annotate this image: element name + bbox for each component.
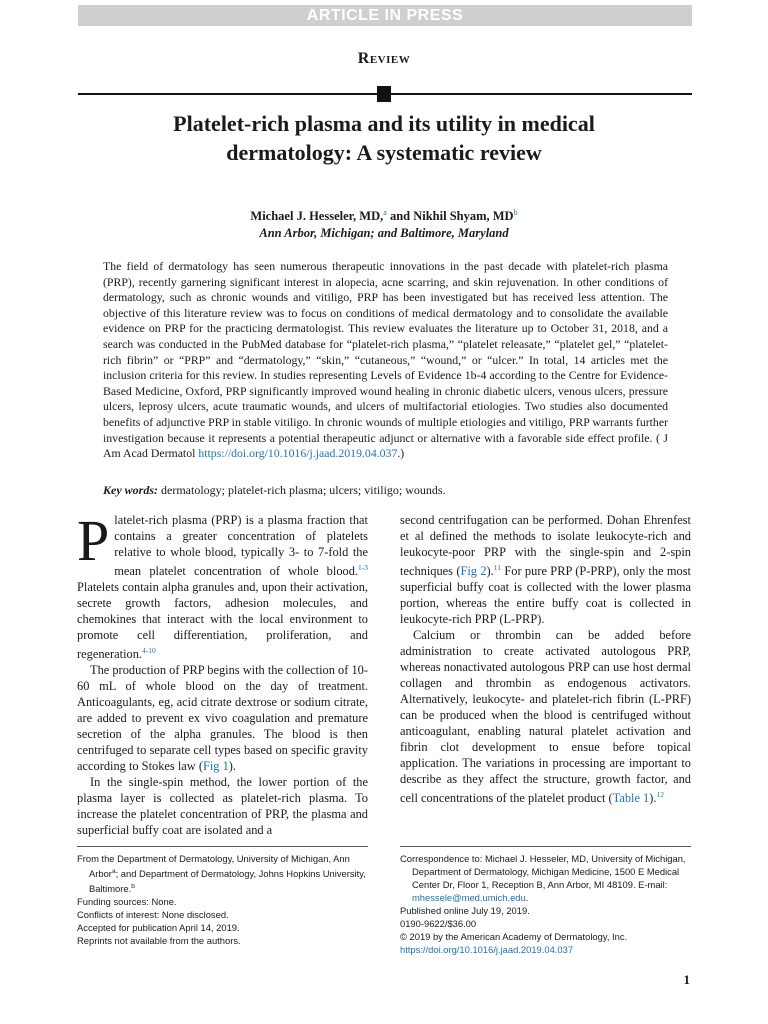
body-column-right bbox=[400, 512, 691, 806]
footnote-text: ; and Department of Dermatology, Johns Hopkins University, Baltimore. bbox=[89, 868, 366, 895]
footnote-copyright: © 2019 by the American Academy of Dermatology, Inc. bbox=[400, 931, 628, 942]
footnote-funding: Funding sources: None. bbox=[77, 896, 177, 908]
paragraph-text: ). bbox=[486, 564, 494, 579]
paragraph-text: latelet-rich plasma (PRP) is a plasma fraction that contains a greater concentration of platelets relative to whole blood, typically 3- to 7-fold the mean platelet concentration of whole blood. bbox=[114, 513, 368, 579]
body-column-left bbox=[77, 508, 368, 838]
body-paragraph bbox=[400, 627, 691, 806]
footnote-affiliation bbox=[77, 852, 368, 895]
affiliation-ref: a bbox=[111, 868, 116, 875]
author-connector: and bbox=[386, 209, 414, 224]
abstract-doi-link[interactable]: https://doi.org/10.1016/j.jaad.2019.04.037 bbox=[198, 446, 398, 461]
page-number: 1 bbox=[683, 972, 690, 987]
body-paragraph bbox=[77, 508, 368, 662]
keywords-label: Key words: bbox=[103, 483, 158, 497]
email-link[interactable]: mhessele@med.umich.edu bbox=[412, 892, 526, 903]
affiliation-ref[interactable]: b bbox=[513, 208, 518, 217]
article-title: Platelet-rich plasma and its utility in medical dermatology: A systematic review bbox=[173, 111, 595, 165]
footnote-text: From the Department of Dermatology, University of Michigan, Ann Arbor bbox=[77, 853, 350, 880]
footnote-doi bbox=[400, 943, 691, 956]
footnote-correspondence bbox=[400, 852, 691, 904]
footnotes-left bbox=[77, 852, 368, 947]
footnote-reprints: Reprints not available from the authors. bbox=[77, 935, 241, 947]
footnote-text: Correspondence to: Michael J. Hesseler, MD, University of Michigan, Department of Dermatology, Michigan Medicine, 1500 E Medical Center Dr, Floor 1, Reception B, Ann Arbor, MI 48109. E-mail: bbox=[400, 853, 686, 890]
footnote-accepted: Accepted for publication April 14, 2019. bbox=[77, 922, 240, 934]
figure-ref[interactable]: Fig 2 bbox=[460, 564, 487, 579]
paragraph-text: Platelets contain alpha granules and, upon their activation, secrete growth factors, adhesion molecules, and chemokines that interact with the local environment to promote cell differentiation, proliferation, and regeneration. bbox=[77, 580, 368, 662]
figure-ref[interactable]: Fig 1 bbox=[202, 759, 229, 774]
citation-ref[interactable]: 11 bbox=[493, 563, 502, 572]
footnote-conflicts: Conflicts of interest: None disclosed. bbox=[77, 909, 229, 921]
footnote-text: . bbox=[525, 892, 529, 903]
doi-link[interactable]: https://doi.org/10.1016/j.jaad.2019.04.037 bbox=[400, 944, 574, 955]
keywords-text: dermatology; platelet-rich plasma; ulcers; vitiligo; wounds. bbox=[158, 483, 446, 497]
keywords bbox=[103, 483, 668, 498]
header-rule-marker bbox=[377, 86, 391, 102]
citation-ref[interactable]: 1-3 bbox=[358, 563, 368, 572]
paragraph-text: For pure PRP (P-PRP), only the most superficial buffy coat is collected with the lower plasma portion, whereas the entire buffy coat is collected in leukocyte-rich PRP (L-PRP). bbox=[400, 564, 691, 627]
table-ref[interactable]: Table 1 bbox=[612, 791, 650, 806]
body-paragraph bbox=[77, 662, 368, 774]
author-line bbox=[0, 208, 768, 224]
footnote-rule bbox=[77, 846, 368, 847]
paragraph-text: ). bbox=[649, 791, 657, 806]
abstract-end: .) bbox=[397, 446, 405, 461]
body-paragraph: In the single-spin method, the lower portion of the plasma layer is collected as platelet-rich plasma. To increase the platelet concentration of PRP, the plasma and superficial buffy coat are isolated and a bbox=[77, 775, 368, 838]
abstract-text: The field of dermatology has seen numerous therapeutic innovations in the past decade with platelet-rich plasma (PRP), recently garnering significant interest in alopecia, acne scarring, and skin rejuvenation. In other conditions of dermatology, such as chronic wounds and vitiligo, PRP has been investigated but has received less attention. The objective of this literature review was to focus on conditions of medical dermatology and to consolidate the available evidence on PRP for the practicing dermatologist. This review evaluates the literature up to October 31, 2018, and a search was conducted in the PubMed database for “platelet-rich plasma,” “platelet releasate,” “platelet gel,” “platelet-rich fibrin” or “PRP” and “dermatology,” “skin,” “cutaneous,” “wound,” or “ulcer.” In total, 14 articles met the inclusion criteria for this review. In studies representing Levels of Evidence 1b-4 according to the Centre for Evidence-Based Medicine, Oxford, PRP significantly improved wound healing in chronic diabetic ulcers, venous ulcers, pressure ulcers, leprosy ulcers, acute traumatic wounds, and ulcers of multifactorial etiologies. Two studies also documented benefits of adjunctive PRP in stable vitiligo. In chronic wounds of multiple etiologies and vitiligo, PRP warrants further investigation because it represents a potential therapeutic adjunct or alternative with a favorable side effect profile. ( J Am Acad Dermatol bbox=[103, 259, 668, 461]
affiliation-ref[interactable]: a bbox=[383, 208, 387, 217]
citation-ref[interactable]: 4-10 bbox=[142, 646, 156, 656]
article-in-press-banner: ARTICLE IN PRESS bbox=[78, 5, 692, 26]
author-name: Michael J. Hesseler, MD, bbox=[250, 209, 384, 224]
paragraph-text: Calcium or thrombin can be added before administration to create activated autologous PRP, whereas nonactivated autologous PRP can use host dermal collagen and thrombin as endogenous activators. Alternatively, leukocyte- and platelet-rich fibrin (L-PRF) can be produced when the blood is centrifuged without anticoagulant, enabling natural platelet activation and fibrin clot development to ensue before topical application. The variations in processing are important to describe as they affect the structure, growth factor, and cell concentrations of the platelet product ( bbox=[400, 628, 691, 806]
drop-cap: P bbox=[77, 508, 110, 573]
footnotes-right bbox=[400, 852, 691, 956]
paragraph-text: The production of PRP begins with the collection of 10-60 mL of whole blood on the day of treatment. Anticoagulants, eg, acid citrate dextrose or sodium citrate, are added to prevent ex vivo coagulation and premature secretion of the alpha granules. The blood is then centrifuged to separate cell types based on specific gravity according to Stokes law ( bbox=[77, 663, 368, 774]
citation-ref[interactable]: 12 bbox=[656, 790, 664, 800]
footnote-issn: 0190-9622/$36.00 bbox=[400, 918, 477, 929]
paragraph-text: ). bbox=[228, 759, 237, 774]
affiliation-ref: b bbox=[131, 883, 135, 891]
author-locations: Ann Arbor, Michigan; and Baltimore, Maryland bbox=[259, 226, 509, 240]
footnote-rule bbox=[400, 846, 691, 847]
section-label: Review bbox=[357, 50, 411, 67]
body-paragraph bbox=[400, 512, 691, 627]
abstract bbox=[103, 259, 668, 462]
author-name: Nikhil Shyam, MD bbox=[413, 209, 514, 224]
footnote-published: Published online July 19, 2019. bbox=[400, 905, 530, 916]
paragraph-text: second centrifugation can be performed. Dohan Ehrenfest et al defined the methods to isolate leukocyte-rich and leukocyte-poor PRP with the single-spin and 2-spin techniques ( bbox=[400, 513, 691, 579]
